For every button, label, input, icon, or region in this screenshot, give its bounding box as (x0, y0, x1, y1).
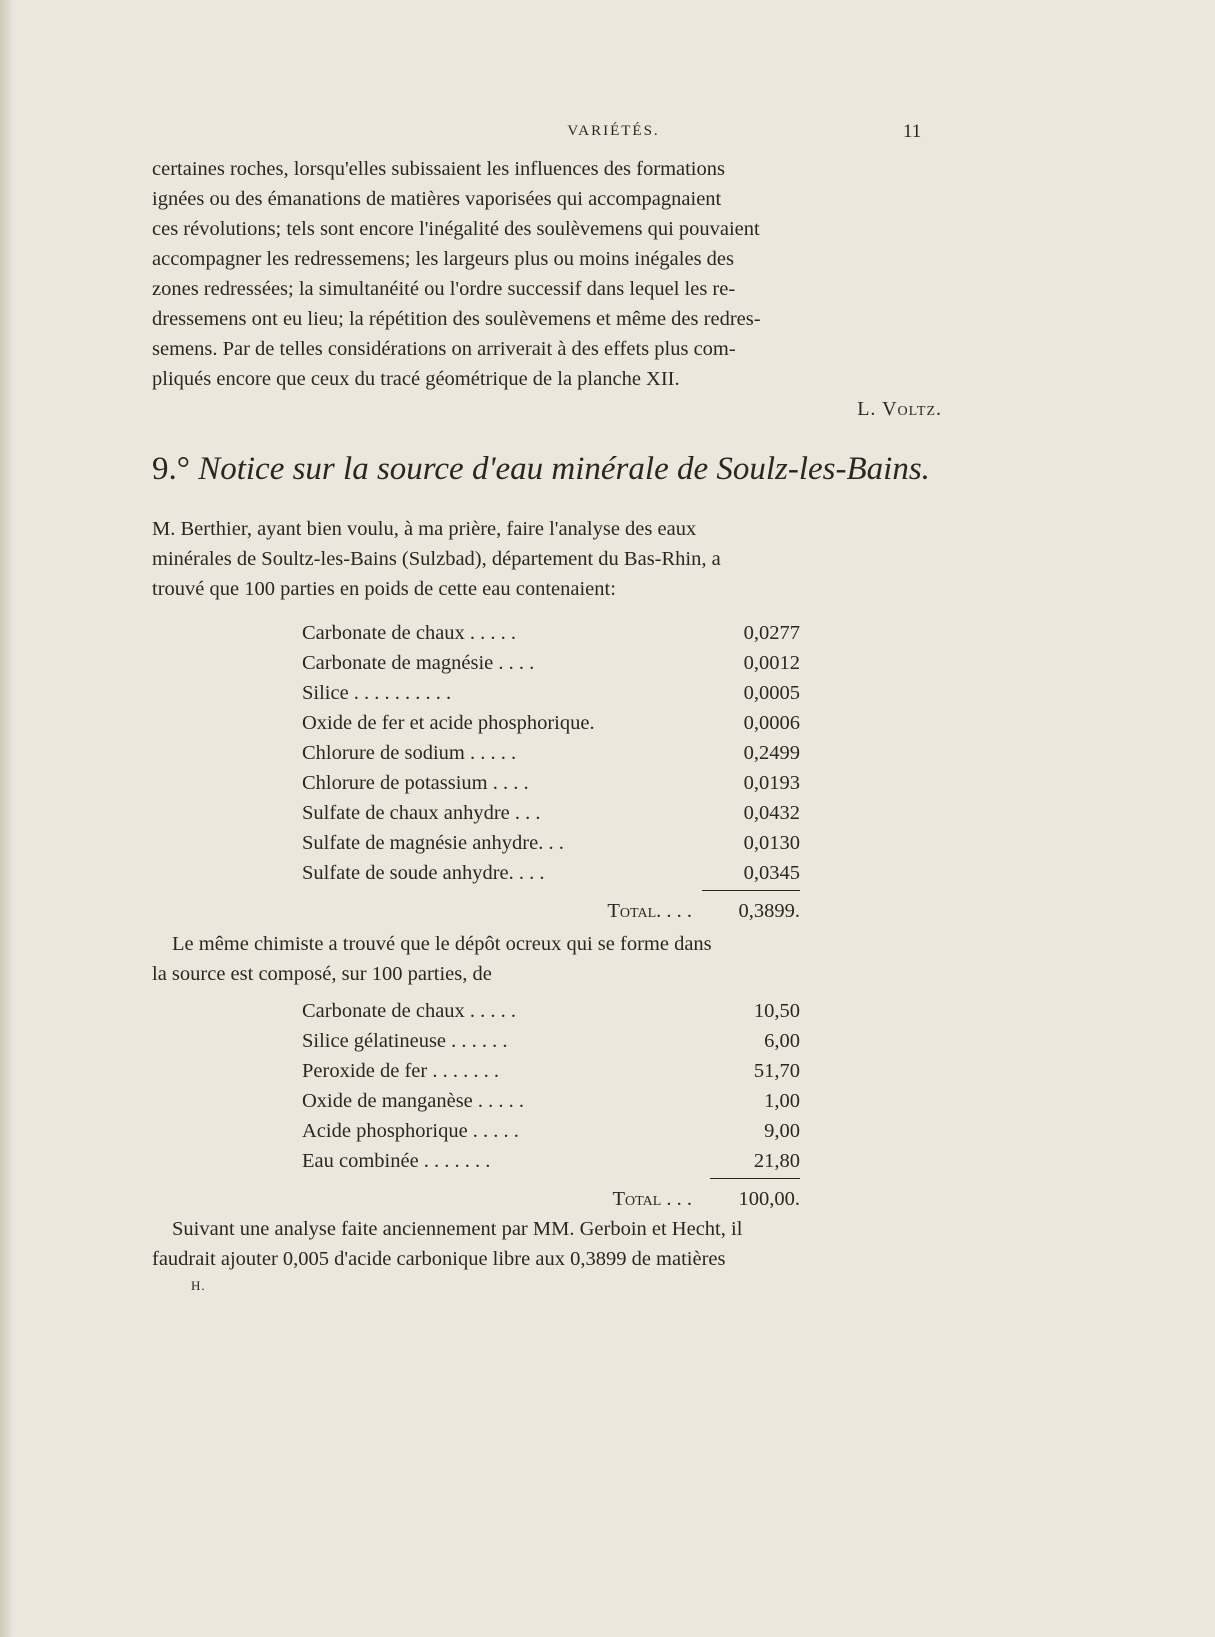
text-line: la source est composé, sur 100 parties, de (152, 963, 492, 985)
text-line: ignées ou des émanations de matières vaporisées qui accompagnaient (152, 188, 722, 210)
row-label: Sulfate de chaux anhydre . . . (302, 802, 541, 824)
text-line: certaines roches, lorsqu'elles subissaient les influences des formations (152, 158, 725, 180)
row-label: Chlorure de sodium . . . . . (302, 742, 517, 764)
table-row (302, 858, 800, 888)
table-row (302, 738, 800, 768)
total-label: Total. . . . (607, 900, 692, 922)
text-line: ces révolutions; tels sont encore l'inégalité des soulèvemens qui pouvaient (152, 218, 760, 240)
table-row (302, 1116, 800, 1146)
table-row (302, 618, 800, 648)
row-label: Sulfate de magnésie anhydre. . . (302, 832, 564, 854)
deposit-intro-text (152, 929, 942, 989)
water-analysis-table (302, 618, 800, 926)
row-value: 10,50 (753, 1000, 800, 1022)
row-label: Peroxide de fer . . . . . . . (302, 1060, 499, 1082)
row-value: 0,2499 (743, 742, 800, 764)
text-line: dressemens ont eu lieu; la répétition des soulèvemens et même des redres- (152, 308, 761, 330)
total-row (302, 896, 800, 926)
running-title: VARIÉTÉS. (567, 123, 660, 139)
paragraph-analysis-intro (152, 514, 942, 604)
row-value: 0,0012 (743, 652, 800, 674)
row-label: Carbonate de chaux . . . . . (302, 1000, 517, 1022)
row-value: 0,0432 (743, 802, 800, 824)
row-label: Carbonate de chaux . . . . . (302, 622, 517, 644)
table-row (302, 798, 800, 828)
intro-paragraph (152, 154, 942, 420)
section-title (152, 451, 952, 488)
signature-mark: H. (191, 1278, 206, 1293)
table-row (302, 648, 800, 678)
intro-text (152, 154, 942, 394)
table-row (302, 828, 800, 858)
text-line: Le même chimiste a trouvé que le dépôt ocreux qui se forme dans (172, 933, 712, 955)
table-row (302, 1056, 800, 1086)
text-line: Suivant une analyse faite anciennement par MM. Gerboin et Hecht, il (172, 1218, 743, 1240)
page-edge (0, 0, 14, 1637)
total-value: 100,00. (738, 1188, 800, 1210)
table-row (302, 708, 800, 738)
row-value: 0,0005 (743, 682, 800, 704)
total-value: 0,3899. (738, 900, 800, 922)
page-header (0, 121, 1215, 145)
paragraph-additional-analysis (152, 1214, 942, 1274)
table-row (302, 768, 800, 798)
row-label: Carbonate de magnésie . . . . (302, 652, 535, 674)
table-row (302, 1086, 800, 1116)
text-line: minérales de Soultz-les-Bains (Sulzbad), département du Bas-Rhin, a (152, 548, 721, 570)
sum-rule (702, 890, 800, 891)
row-label: Acide phosphorique . . . . . (302, 1120, 519, 1142)
text-line: trouvé que 100 parties en poids de cette eau contenaient: (152, 578, 616, 600)
row-value: 21,80 (753, 1150, 800, 1172)
row-label: Silice gélatineuse . . . . . . (302, 1030, 508, 1052)
deposit-analysis-table (302, 996, 800, 1214)
text-line: zones redressées; la simultanéité ou l'ordre successif dans lequel les re- (152, 278, 736, 300)
row-label: Sulfate de soude anhydre. . . . (302, 862, 545, 884)
row-value: 0,0193 (743, 772, 800, 794)
total-label: Total . . . (612, 1188, 692, 1210)
additional-analysis-text (152, 1214, 942, 1274)
section-title-text: Notice sur la source d'eau minérale de Soulz-les-Bains. (198, 451, 930, 487)
row-label: Eau combinée . . . . . . . (302, 1150, 491, 1172)
row-value: 0,0345 (743, 862, 800, 884)
author-signature: L. Voltz. (857, 398, 942, 420)
row-value: 0,0130 (743, 832, 800, 854)
section-number: 9.° (152, 451, 199, 487)
row-label: Oxide de manganèse . . . . . (302, 1090, 525, 1112)
row-value: 0,0006 (743, 712, 800, 734)
table-row (302, 996, 800, 1026)
table-row (302, 1026, 800, 1056)
row-value: 51,70 (753, 1060, 800, 1082)
row-value: 9,00 (764, 1120, 800, 1142)
analysis-intro-text (152, 514, 942, 604)
row-label: Chlorure de potassium . . . . (302, 772, 529, 794)
total-row (302, 1184, 800, 1214)
text-line: faudrait ajouter 0,005 d'acide carbonique libre aux 0,3899 de matières (152, 1248, 726, 1270)
row-label: Oxide de fer et acide phosphorique. (302, 712, 595, 734)
text-line: accompagner les redressemens; les largeurs plus ou moins inégales des (152, 248, 734, 270)
page-number: 11 (903, 121, 922, 142)
sum-rule (710, 1178, 800, 1179)
row-label: Silice . . . . . . . . . . (302, 682, 452, 704)
row-value: 6,00 (764, 1030, 800, 1052)
table-row (302, 1146, 800, 1176)
text-line: pliqués encore que ceux du tracé géométrique de la planche XII. (152, 368, 680, 390)
paragraph-deposit-intro (152, 929, 942, 989)
text-line: semens. Par de telles considérations on arriverait à des effets plus com- (152, 338, 736, 360)
row-value: 0,0277 (743, 622, 800, 644)
text-line: M. Berthier, ayant bien voulu, à ma prière, faire l'analyse des eaux (152, 518, 697, 540)
row-value: 1,00 (764, 1090, 800, 1112)
table-row (302, 678, 800, 708)
